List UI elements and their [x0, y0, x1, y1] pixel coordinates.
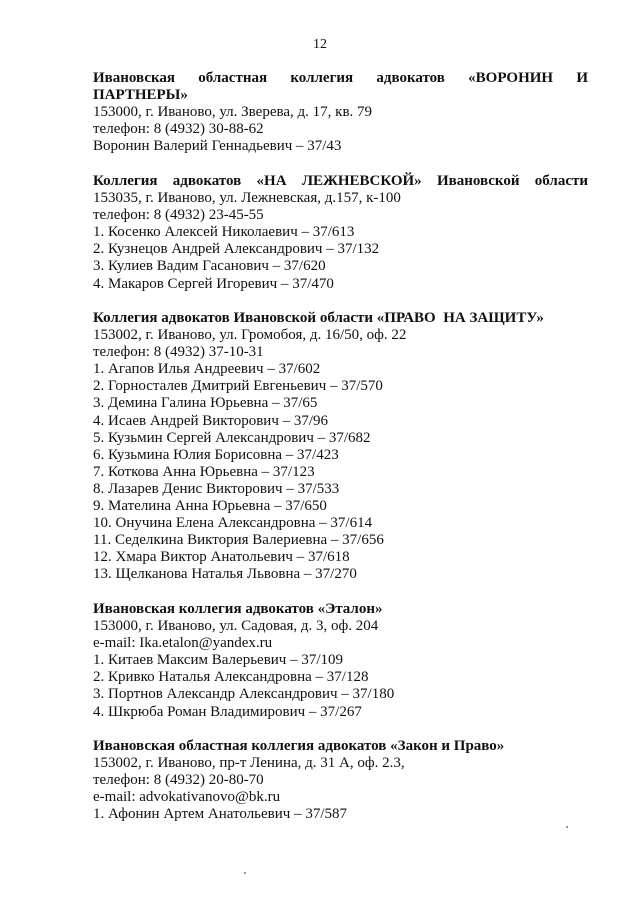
lawyer-entry: 3. Портнов Александр Александрович – 37/180 — [93, 686, 395, 703]
lawyer-entry: 11. Седелкина Виктория Валериевна – 37/656 — [93, 532, 384, 549]
address: 153000, г. Иваново, ул. Садовая, д. 3, оф. 204 — [93, 618, 379, 635]
section-zakon-i-pravo — [93, 738, 588, 823]
lawyer-entry: 6. Кузьмина Юлия Борисовна – 37/423 — [93, 446, 339, 463]
lawyer-entry: 1. Косенко Алексей Николаевич – 37/613 — [93, 224, 355, 241]
section-heading: Ивановская коллегия адвокатов «Эталон» — [93, 601, 383, 617]
section-heading: Ивановская областная коллегия адвокатов «ВОРОНИН И ПАРТНЕРЫ» — [93, 70, 588, 104]
lawyer-entry: 4. Шкрюба Роман Владимирович – 37/267 — [93, 703, 362, 720]
lawyer-entry: 4. Исаев Андрей Викторович – 37/96 — [93, 412, 329, 429]
lawyer-entry: 5. Кузьмин Сергей Александрович – 37/682 — [93, 429, 371, 446]
lawyer-entry: 8. Лазарев Денис Викторович – 37/533 — [93, 480, 340, 497]
lawyer-entry: 2. Горносталев Дмитрий Евгеньевич – 37/570 — [93, 378, 383, 395]
phone: телефон: 8 (4932) 37-10-31 — [93, 344, 264, 361]
lawyer-entry: 3. Демина Галина Юрьевна – 37/65 — [93, 395, 318, 412]
lawyer-entry: 12. Хмара Виктор Анатольевич – 37/618 — [93, 549, 350, 566]
lawyer-entry: Воронин Валерий Геннадьевич – 37/43 — [93, 138, 342, 155]
section-heading: Ивановская областная коллегия адвокатов «Закон и Право» — [93, 738, 505, 754]
lawyer-entry: 2. Кузнецов Андрей Александрович – 37/132 — [93, 241, 380, 258]
lawyer-entry: 10. Онучина Елена Александровна – 37/614 — [93, 515, 373, 532]
page-number: 12 — [313, 37, 327, 52]
lawyer-entry: 13. Щелканова Наталья Львовна – 37/270 — [93, 566, 357, 583]
section-etalon — [93, 601, 588, 721]
lawyer-entry: 4. Макаров Сергей Игоревич – 37/470 — [93, 275, 334, 292]
address: 153000, г. Иваново, ул. Зверева, д. 17, кв. 79 — [93, 104, 373, 121]
scan-speck — [244, 872, 246, 874]
section-heading: Коллегия адвокатов «НА ЛЕЖНЕВСКОЙ» Ивановской области — [93, 173, 588, 189]
phone: телефон: 8 (4932) 20-80-70 — [93, 772, 264, 789]
lawyer-entry: 2. Кривко Наталья Александровна – 37/128 — [93, 669, 369, 686]
address: 153002, г. Иваново, пр-т Ленина, д. 31 А, оф. 2.3, — [93, 755, 405, 772]
section-heading: Коллегия адвокатов Ивановской области «ПРАВО НА ЗАЩИТУ» — [93, 310, 544, 326]
email: e-mail: Ika.etalon@yandex.ru — [93, 635, 273, 652]
phone: телефон: 8 (4932) 23-45-55 — [93, 207, 264, 224]
lawyer-entry: 1. Китаев Максим Валерьевич – 37/109 — [93, 652, 344, 669]
lawyer-entry: 9. Мателина Анна Юрьевна – 37/650 — [93, 498, 327, 515]
email: e-mail: advokativanovo@bk.ru — [93, 789, 281, 806]
address: 153035, г. Иваново, ул. Лежневская, д.157, к-100 — [93, 190, 401, 207]
phone: телефон: 8 (4932) 30-88-62 — [93, 121, 264, 138]
lawyer-entry: 1. Агапов Илья Андреевич – 37/602 — [93, 361, 321, 378]
scan-speck — [566, 826, 568, 828]
section-pravo-na-zashchitu — [93, 310, 588, 584]
lawyer-entry: 7. Коткова Анна Юрьевна – 37/123 — [93, 463, 315, 480]
section-na-lezhnevskoy — [93, 173, 588, 293]
lawyer-entry: 1. Афонин Артем Анатольевич – 37/587 — [93, 806, 347, 823]
address: 153002, г. Иваново, ул. Громобоя, д. 16/50, оф. 22 — [93, 327, 407, 344]
lawyer-entry: 3. Кулиев Вадим Гасанович – 37/620 — [93, 258, 326, 275]
section-voronin — [93, 70, 588, 155]
